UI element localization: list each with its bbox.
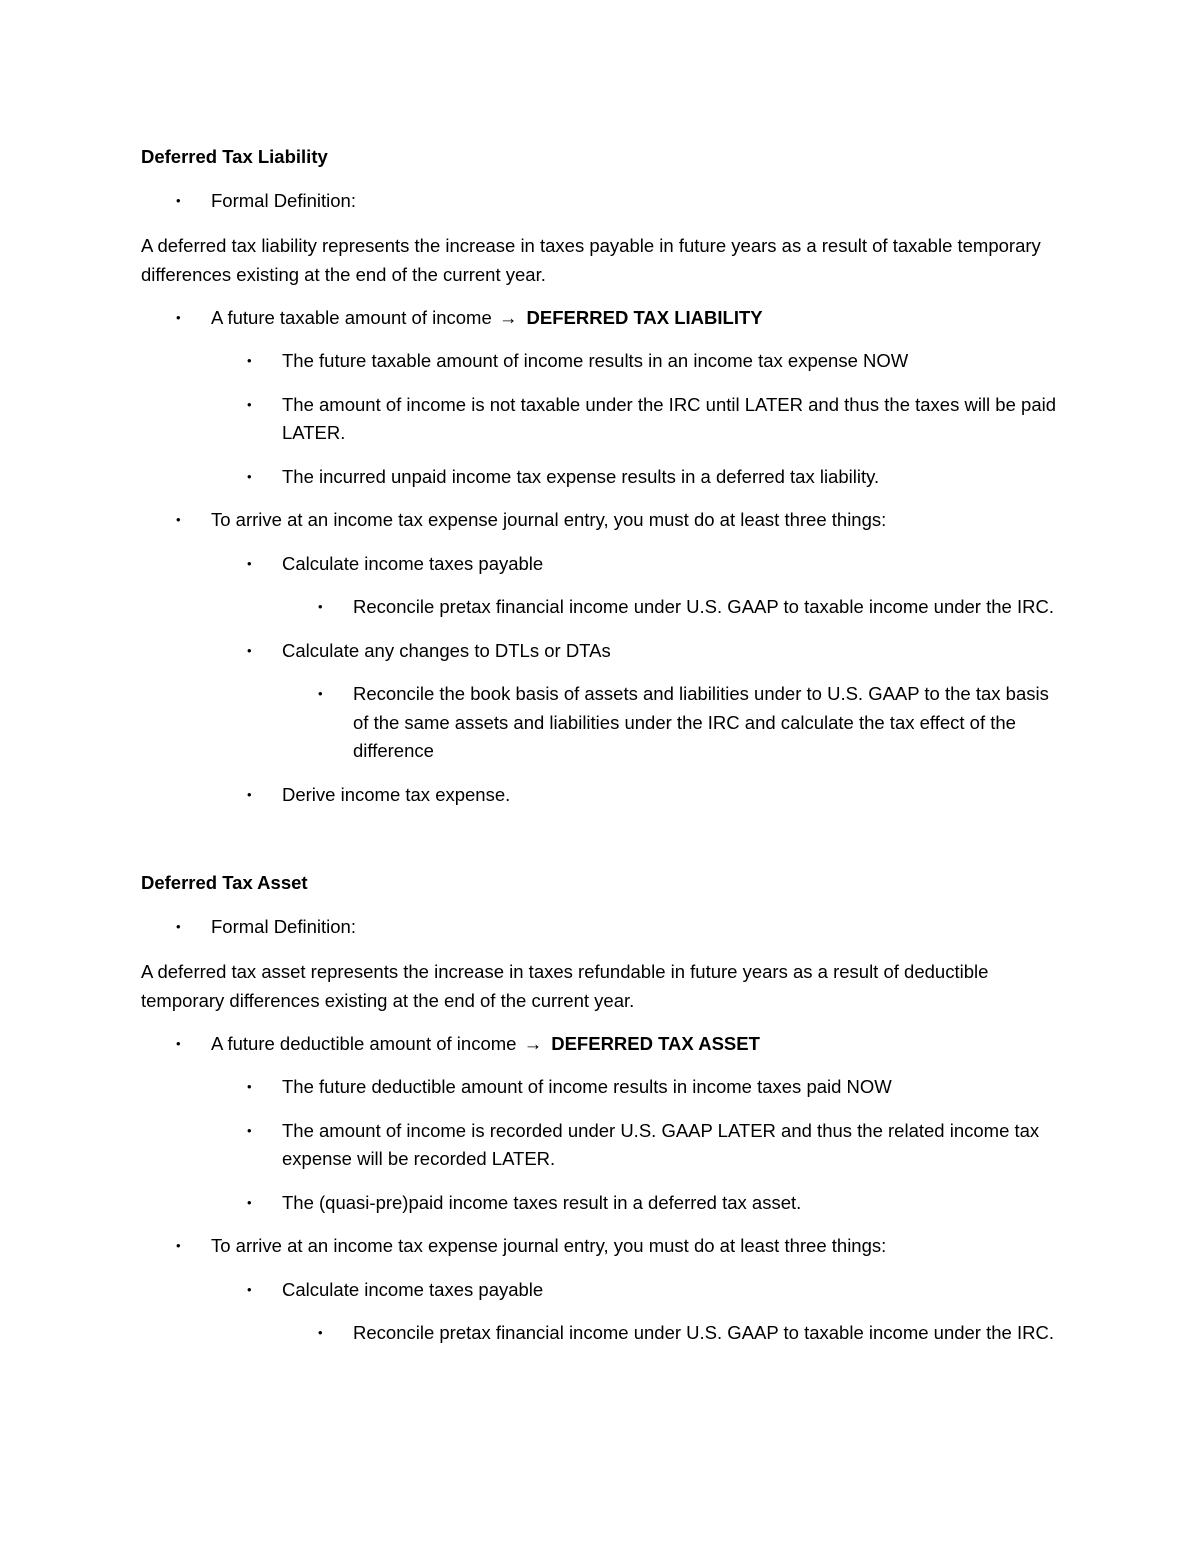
rule-text: A future taxable amount of income — [211, 306, 492, 328]
bullet-icon: • — [247, 786, 252, 802]
rule-result: DEFERRED TAX ASSET — [551, 1032, 760, 1054]
list-item — [141, 1319, 1061, 1348]
bullet-icon: • — [176, 309, 181, 325]
step-subitem: Reconcile pretax financial income under U.S. GAAP to taxable income under the IRC. — [353, 1322, 1054, 1343]
section-deferred-tax-asset — [141, 869, 1061, 1348]
list-item — [141, 347, 1061, 376]
steps-intro: To arrive at an income tax expense journal entry, you must do at least three things: — [211, 1235, 887, 1256]
bullet-icon: • — [247, 1122, 252, 1138]
bullet-icon: • — [247, 396, 252, 412]
formal-definition-label: Formal Definition: — [211, 190, 356, 211]
step-item: Calculate income taxes payable — [282, 552, 544, 574]
definition-paragraph: A deferred tax liability represents the increase in taxes payable in future years as a result of taxable temporary differences existing at the end of the current year. — [141, 234, 1041, 285]
step-item: Calculate any changes to DTLs or DTAs — [282, 639, 611, 661]
rule-point: The incurred unpaid income tax expense results in a deferred tax liability. — [282, 465, 880, 487]
list-item — [141, 1073, 1061, 1102]
section-heading: Deferred Tax Liability — [141, 146, 328, 167]
steps-intro: To arrive at an income tax expense journal entry, you must do at least three things: — [211, 509, 887, 530]
bullet-icon: • — [318, 599, 323, 614]
bullet-icon: • — [176, 1238, 181, 1253]
bullet-icon: • — [247, 1194, 252, 1210]
bullet-icon: • — [247, 468, 252, 484]
step-item: Derive income tax expense. — [282, 783, 511, 805]
formal-definition-label: Formal Definition: — [211, 916, 356, 937]
list-item — [141, 781, 1061, 810]
step-subitem: Reconcile pretax financial income under U.S. GAAP to taxable income under the IRC. — [353, 596, 1054, 617]
bullet-icon: • — [247, 642, 252, 658]
bullet-icon: • — [247, 555, 252, 571]
definition-paragraph: A deferred tax asset represents the increase in taxes refundable in future years as a result of deductible temporary differences existing at the end of the current year. — [141, 960, 989, 1011]
list-item — [141, 304, 1061, 333]
bullet-icon: • — [247, 1079, 252, 1094]
list-item — [141, 913, 1061, 942]
list-item — [141, 550, 1061, 579]
rule-point: The (quasi-pre)paid income taxes result in a deferred tax asset. — [282, 1191, 802, 1213]
bullet-icon: • — [247, 1281, 252, 1297]
rule-text: A future deductible amount of income — [211, 1032, 517, 1054]
list-item — [141, 391, 1061, 448]
list-item — [141, 506, 1061, 535]
list-item — [141, 1030, 1061, 1059]
bullet-icon: • — [176, 1035, 181, 1051]
list-item — [141, 680, 1061, 766]
arrow-right-icon: → — [498, 306, 518, 328]
step-item: Calculate income taxes payable — [282, 1278, 544, 1300]
list-item — [141, 187, 1061, 216]
list-item — [141, 463, 1061, 492]
section-deferred-tax-liability — [141, 143, 1061, 809]
step-subitem: Reconcile the book basis of assets and liabilities under to U.S. GAAP to the tax basis of the same assets and liabilities under the IRC and calculate the tax effect of the difference — [353, 683, 1049, 761]
rule-point: The future deductible amount of income results in income taxes paid NOW — [282, 1076, 892, 1097]
bullet-icon: • — [318, 686, 323, 701]
bullet-icon: • — [247, 353, 252, 368]
list-item — [141, 1117, 1061, 1174]
list-item — [141, 1232, 1061, 1261]
list-item — [141, 637, 1061, 666]
list-item — [141, 1276, 1061, 1305]
bullet-icon: • — [176, 512, 181, 527]
rule-point: The amount of income is not taxable under the IRC until LATER and thus the taxes will be paid LATER. — [282, 393, 1057, 443]
arrow-right-icon: → — [523, 1032, 543, 1054]
bullet-icon: • — [318, 1325, 323, 1340]
rule-point: The amount of income is recorded under U.S. GAAP LATER and thus the related income tax expense will be recorded LATER. — [282, 1119, 1040, 1169]
bullet-icon: • — [176, 919, 181, 934]
document-page — [141, 143, 1061, 1363]
rule-point: The future taxable amount of income results in an income tax expense NOW — [282, 350, 909, 371]
list-item — [141, 593, 1061, 622]
section-heading: Deferred Tax Asset — [141, 872, 308, 893]
rule-result: DEFERRED TAX LIABILITY — [526, 306, 763, 328]
bullet-icon: • — [176, 193, 181, 208]
list-item — [141, 1189, 1061, 1218]
